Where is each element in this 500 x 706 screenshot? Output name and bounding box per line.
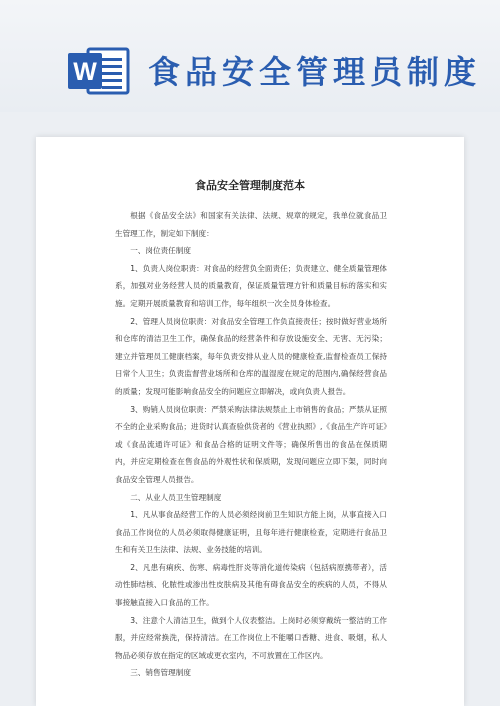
banner: [0, 0, 500, 112]
section-heading-1: 一、岗位责任制度: [130, 246, 191, 256]
banner-title: 食品安全管理员制度: [148, 53, 482, 91]
word-logo-letter: W: [73, 58, 97, 86]
paragraph: 2、凡患有痢疾、伤寒、病毒性肝炎等消化道传染病（包括病原携带者），活动性肺结核、化脓性或渗出性皮肤病及其他有碍食品安全的疾病的人员，不得从事接触直接入口食品的工作。: [115, 562, 387, 608]
paragraph: 3、购销人员岗位职责：严禁采购法律法规禁止上市销售的食品；严禁从证照不全的企业采购食品；进货时认真查验供货者的《营业执照》,《食品生产许可证》或《食品流通许可证》和食品合格的证明文件等；确保所售出的食品在保质期内，并应定期检查在售食品的外观性状和保质期，发现问题应立即下架，同时向食品安全管理人员报告。: [115, 404, 387, 484]
section-heading-2: 二、从业人员卫生管理制度: [130, 492, 222, 502]
paragraph: 1、凡从事食品经营工作的人员必须经岗前卫生知识方能上岗，从事直接入口食品工作岗位的人员必须取得健康证明，且每年进行健康检查，定期进行食品卫生和有关卫生法律、法规、业务技能的培训。: [115, 510, 387, 555]
paragraph: 2、管理人员岗位职责：对食品安全管理工作负直接责任；按时做好营业场所和仓库的清洁卫生工作，确保食品的经营条件和存放设施安全、无害、无污染；建立并管理员工健康档案，每年负责安排从业人员的健康检查,监督检查员工保持日常个人卫生；负责监督营业场所和仓库的温湿度在规定的范围内,确保经营食品的质量；发现可能影响食品安全的问题应立即解决，或向负责人报告。: [115, 316, 387, 396]
section-heading-3: 三、销售管理制度: [130, 668, 191, 678]
paragraph-intro: 根据《食品安全法》和国家有关法律、法规、规章的规定，我单位就食品卫生管理工作，制定如下制度：: [115, 211, 387, 238]
word-document-icon: [66, 45, 132, 97]
document-body: [115, 207, 387, 682]
paragraph: 1、负责人岗位职责：对食品的经营负全面责任；负责建立、健全质量管理体系，加强对业务经营人员的质量教育，保证质量管理方针和质量目标的落实和实施。定期开展质量教育和培训工作，每年组织一次全员身体检查。: [115, 263, 387, 308]
document-title: 食品安全管理制度范本: [195, 179, 305, 192]
paragraph: 3、注意个人清洁卫生，做到个人仪表整洁。上岗时必须穿戴统一整洁的工作服，并应经常换洗，保持清洁。在工作岗位上不能嚼口香糖、进食、吸烟，私人物品必须存放在指定的区域或更衣室内，不可放置在工作区内。: [115, 615, 387, 660]
